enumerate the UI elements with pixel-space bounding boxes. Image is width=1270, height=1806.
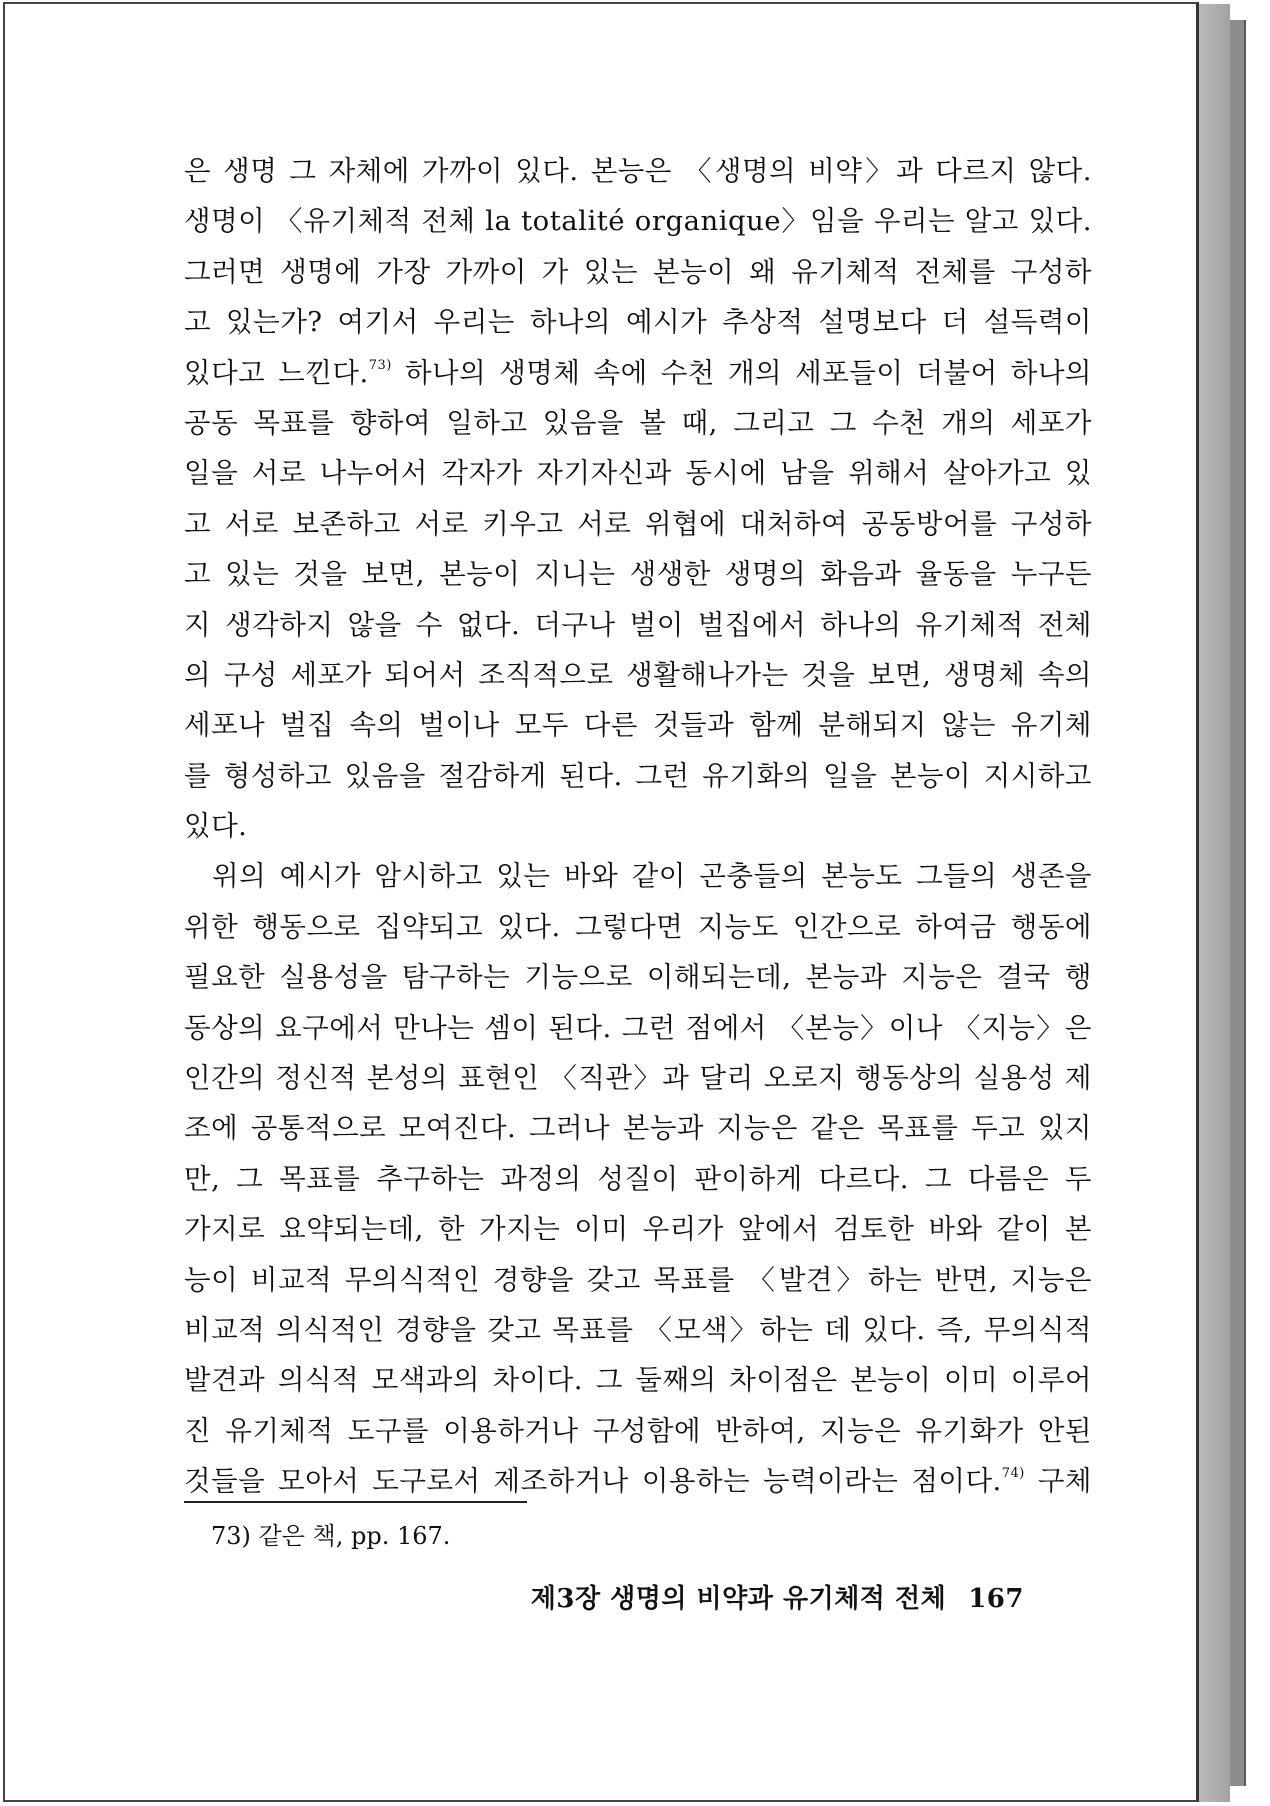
- text-line: 위의 예시가 암시하고 있는 바와 같이 곤충들의 본능도 그들의 생존을: [212, 860, 1092, 893]
- text-segment: 있다고 느낀다.: [184, 356, 369, 389]
- text-segment: 하나의 생명체 속에 수천 개의 세포들이 더불어 하나의: [404, 356, 1093, 389]
- page-number: 167: [968, 1584, 1024, 1614]
- running-title: 제3장 생명의 비약과 유기체적 전체: [530, 1584, 947, 1614]
- footnote-divider: [184, 1501, 527, 1503]
- text-line: 필요한 실용성을 탐구하는 기능으로 이해되는데, 본능과 지능은 결국 행: [184, 961, 1092, 994]
- text-line: 인간의 정신적 본성의 표현인 〈직관〉과 달리 오로지 행동상의 실용성 제: [184, 1062, 1092, 1095]
- text-line: 일을 서로 나누어서 각자가 자기자신과 동시에 남을 위해서 살아가고 있: [184, 457, 1092, 490]
- text-line: 가지로 요약되는데, 한 가지는 이미 우리가 앞에서 검토한 바와 같이 본: [184, 1213, 1092, 1246]
- text-line: 있다.: [184, 810, 248, 843]
- text-line: 만, 그 목표를 추구하는 과정의 성질이 판이하게 다르다. 그 다름은 두: [184, 1162, 1092, 1195]
- text-segment: 것들을 모아서 도구로서 제조하거나 이용하는 능력이라는 점이다.: [184, 1465, 1002, 1498]
- text-line: 를 형성하고 있음을 절감하게 된다. 그런 유기화의 일을 본능이 지시하고: [184, 759, 1092, 792]
- text-line: 진 유기체적 도구를 이용하거나 구성함에 반하여, 지능은 유기화가 안된: [184, 1414, 1092, 1447]
- text-line: 생명이 〈유기체적 전체 la totalité organique〉임을 우리는 알고 있다.: [184, 205, 1092, 238]
- text-line: [184, 348, 1092, 398]
- text-line: 조에 공통적으로 모여진다. 그러나 본능과 지능은 같은 목표를 두고 있지: [184, 1112, 1092, 1145]
- text-line: 능이 비교적 무의식적인 경향을 갖고 목표를 〈발견〉하는 반면, 지능은: [184, 1263, 1092, 1296]
- text-line: 동상의 요구에서 만나는 셈이 된다. 그런 점에서 〈본능〉이나 〈지능〉은: [184, 1011, 1092, 1044]
- running-footer: [531, 1578, 1024, 1615]
- text-line: 고 서로 보존하고 서로 키우고 서로 위협에 대처하여 공동방어를 구성하: [184, 507, 1092, 540]
- text-segment: 구체: [1037, 1465, 1092, 1498]
- text-line: 공동 목표를 향하여 일하고 있음을 볼 때, 그리고 그 수천 개의 세포가: [184, 406, 1092, 439]
- footnote-ref-74: 74): [1001, 1466, 1025, 1482]
- text-line: 위한 행동으로 집약되고 있다. 그렇다면 지능도 인간으로 하여금 행동에: [184, 910, 1092, 943]
- footnote-73: 73) 같은 책, pp. 167.: [211, 1522, 451, 1550]
- text-line: 의 구성 세포가 되어서 조직적으로 생활해나가는 것을 보면, 생명체 속의: [184, 658, 1092, 691]
- text-line: [184, 1456, 1092, 1506]
- page-fold-edge: [1196, 4, 1230, 1802]
- text-line: 은 생명 그 자체에 가까이 있다. 본능은 〈생명의 비약〉과 다르지 않다.: [184, 155, 1092, 187]
- text-line: 고 있는가? 여기서 우리는 하나의 예시가 추상적 설명보다 더 설득력이: [184, 306, 1092, 339]
- body-text: [184, 146, 1092, 1507]
- text-line: 고 있는 것을 보면, 본능이 지니는 생생한 생명의 화음과 율동을 누구든: [184, 558, 1092, 591]
- text-line: 비교적 의식적인 경향을 갖고 목표를 〈모색〉하는 데 있다. 즉, 무의식적: [184, 1313, 1092, 1346]
- text-line: 지 생각하지 않을 수 없다. 더구나 벌이 벌집에서 하나의 유기체적 전체: [184, 608, 1092, 641]
- text-line: 그러면 생명에 가장 가까이 가 있는 본능이 왜 유기체적 전체를 구성하: [184, 255, 1092, 288]
- text-line: 세포나 벌집 속의 벌이나 모두 다른 것들과 함께 분해되지 않는 유기체: [184, 709, 1092, 742]
- footnote-ref-73: 73): [368, 357, 392, 373]
- text-line: 발견과 의식적 모색과의 차이다. 그 둘째의 차이점은 본능이 이미 이루어: [184, 1364, 1092, 1397]
